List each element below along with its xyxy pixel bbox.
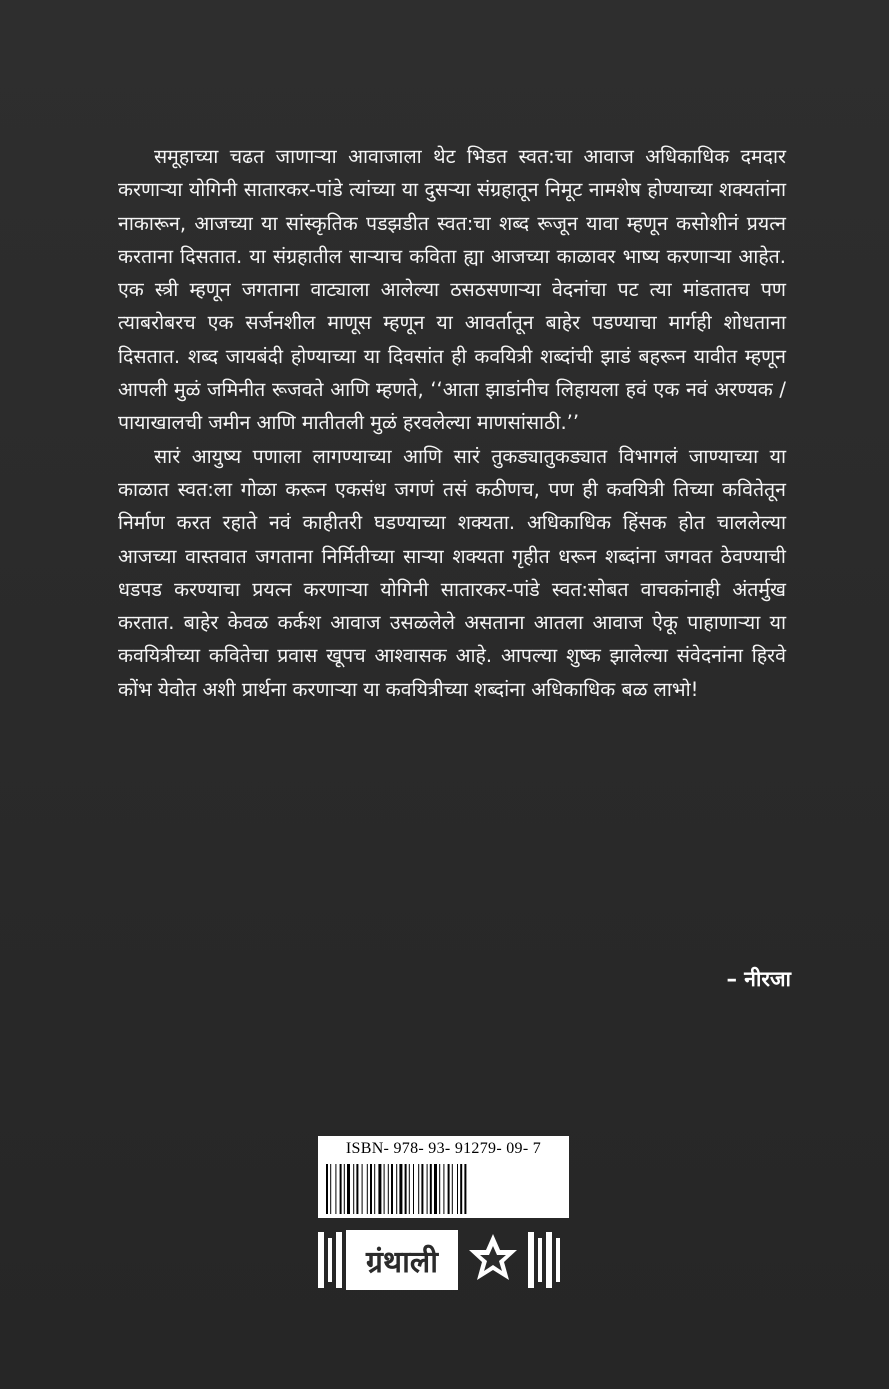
star-emblem-icon: [469, 1234, 517, 1280]
blurb-paragraph-1: समूहाच्या चढत जाणाऱ्या आवाजाला थेट भिडत स्वत:चा आवाज अधिकाधिक दमदार करणाऱ्या योगिनी सातारकर-पांडे त्यांच्या या दुसऱ्या संग्रहातून निमूट नामशेष होण्याच्या शक्यतांना नाकारून, आजच्या या सांस्कृतिक पडझडीत स्वत:चा शब्द रूजून यावा म्हणून कसोशीनं प्रयत्न करताना दिसतात. या संग्रहातील साऱ्याच कविता ह्या आजच्या काळावर भाष्य करणाऱ्या आहेत. एक स्त्री म्हणून जगताना वाट्याला आलेल्या ठसठसणाऱ्या वेदनांचा पट त्या मांडतातच पण त्याबरोबरच एक सर्जनशील माणूस म्हणून या आवर्तातून बाहेर पडण्याचा मार्गही शोधताना दिसतात. शब्द जायबंदी होण्याच्या या दिवसांत ही कवयित्री शब्दांची झाडं बहरून यावीत म्हणून आपली मुळं जमिनीत रूजवते आणि म्हणते, ‘‘आता झाडांनीच लिहायला हवं एक नवं अरण्यक / पायाखालची जमीन आणि मातीतली मुळं हरवलेल्या माणसांसाठी.’’: [118, 145, 786, 435]
author-signature: – नीरजा: [726, 967, 791, 991]
isbn-number: ISBN- 978- 93- 91279- 09- 7: [345, 1140, 542, 1157]
isbn-barcode: [318, 1136, 569, 1218]
blurb-text: [118, 140, 786, 706]
publisher-logo: [318, 1228, 569, 1292]
blurb-paragraph-2: सारं आयुष्य पणाला लागण्याच्या आणि सारं तुकड्यातुकड्यात विभागलं जाण्याच्या या काळात स्वत:ला गोळा करून एकसंध जगणं तसं कठीणच, पण ही कवयित्री तिच्या कवितेतून निर्माण करत रहाते नवं काहीतरी घडण्याच्या शक्यता. अधिकाधिक हिंसक होत चाललेल्या आजच्या वास्तवात जगताना निर्मितीच्या साऱ्या शक्यता गृहीत धरून शब्दांना जगवत ठेवण्याची धडपड करण्याचा प्रयत्न करणाऱ्या योगिनी सातारकर-पांडे स्वत:सोबत वाचकांनाही अंतर्मुख करतात. बाहेर केवळ कर्कश आवाज उसळलेले असताना आतला आवाज ऐकू पाहाणाऱ्या या कवयित्रीच्या कवितेचा प्रवास खूपच आश्वासक आहे. आपल्या शुष्क झालेल्या संवेदनांना हिरवे कोंभ येवोत अशी प्रार्थना करणाऱ्या या कवयित्रीच्या शब्दांना अधिकाधिक बळ लाभो!: [118, 444, 786, 701]
barcode-bars-icon: [326, 1164, 561, 1214]
publisher-logo-text: ग्रंथाली: [366, 1245, 438, 1280]
